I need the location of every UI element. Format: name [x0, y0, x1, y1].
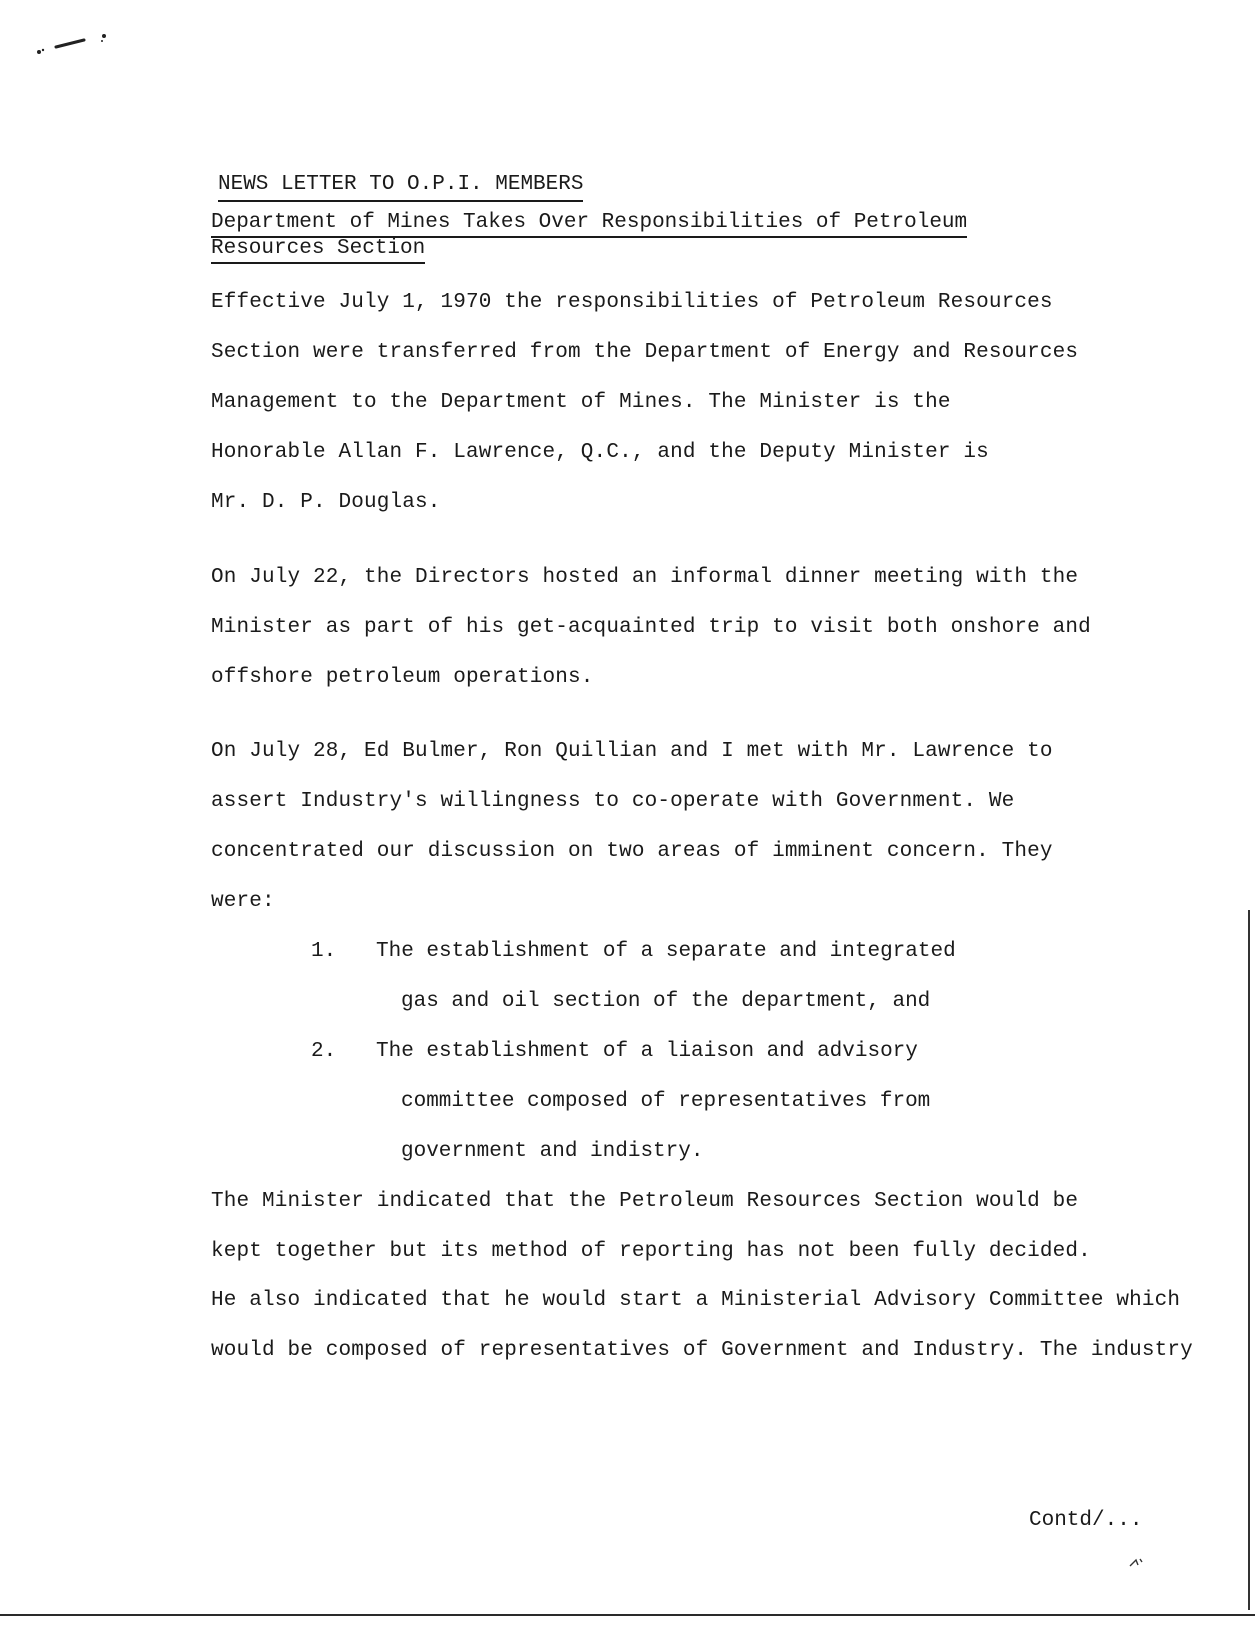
paragraph-1-line: Honorable Allan F. Lawrence, Q.C., and the Deputy Minister is	[211, 441, 989, 464]
paragraph-2-line: Minister as part of his get-acquainted trip to visit both onshore and	[211, 616, 1091, 639]
paragraph-1-line: Effective July 1, 1970 the responsibilities of Petroleum Resources	[211, 291, 1053, 314]
scan-mark-top-left	[34, 30, 114, 60]
paragraph-1-line: Mr. D. P. Douglas.	[211, 491, 441, 514]
paragraph-4-line: He also indicated that he would start a Ministerial Advisory Committee which	[211, 1289, 1181, 1312]
list-item-continuation: government and indistry.	[401, 1140, 704, 1163]
paragraph-4-line: The Minister indicated that the Petroleum Resources Section would be	[211, 1190, 1079, 1213]
scan-bottom-edge	[0, 1614, 1255, 1616]
list-item-continuation: committee composed of representatives from	[401, 1090, 931, 1113]
paragraph-2-line: offshore petroleum operations.	[211, 666, 594, 689]
list-item-text: The establishment of a liaison and advisory	[376, 1040, 918, 1063]
paragraph-1-line: Section were transferred from the Department of Energy and Resources	[211, 341, 1079, 364]
paragraph-3-line: assert Industry's willingness to co-operate with Government. We	[211, 790, 1015, 813]
paragraph-1-line: Management to the Department of Mines. The Minister is the	[211, 391, 951, 414]
scan-mark-bottom-right	[1128, 1556, 1146, 1570]
paragraph-3-line: On July 28, Ed Bulmer, Ron Quillian and I met with Mr. Lawrence to	[211, 740, 1053, 763]
continued-marker: Contd/...	[1029, 1509, 1143, 1532]
list-item-continuation: gas and oil section of the department, and	[401, 990, 931, 1013]
paragraph-4-line: would be composed of representatives of Government and Industry. The industry	[211, 1339, 1193, 1362]
paragraph-4-line: kept together but its method of reporting has not been fully decided.	[211, 1240, 1091, 1263]
article-subheading-line2	[211, 236, 425, 264]
list-item-number: 2.	[311, 1040, 337, 1063]
subheading-text-2: Resources Section	[211, 236, 425, 264]
scan-edge-line	[1248, 910, 1250, 1610]
paragraph-2-line: On July 22, the Directors hosted an informal dinner meeting with the	[211, 566, 1079, 589]
subheading-text-1: Department of Mines Takes Over Responsibilities of Petroleum	[211, 210, 967, 238]
list-item-number: 1.	[311, 940, 337, 963]
article-subheading-line1	[211, 210, 967, 238]
paragraph-3-line: concentrated our discussion on two areas of imminent concern. They	[211, 840, 1053, 863]
list-item-text: The establishment of a separate and integrated	[376, 940, 956, 963]
paragraph-3-line: were:	[211, 890, 275, 913]
newsletter-heading: NEWS LETTER TO O.P.I. MEMBERS	[218, 172, 583, 202]
